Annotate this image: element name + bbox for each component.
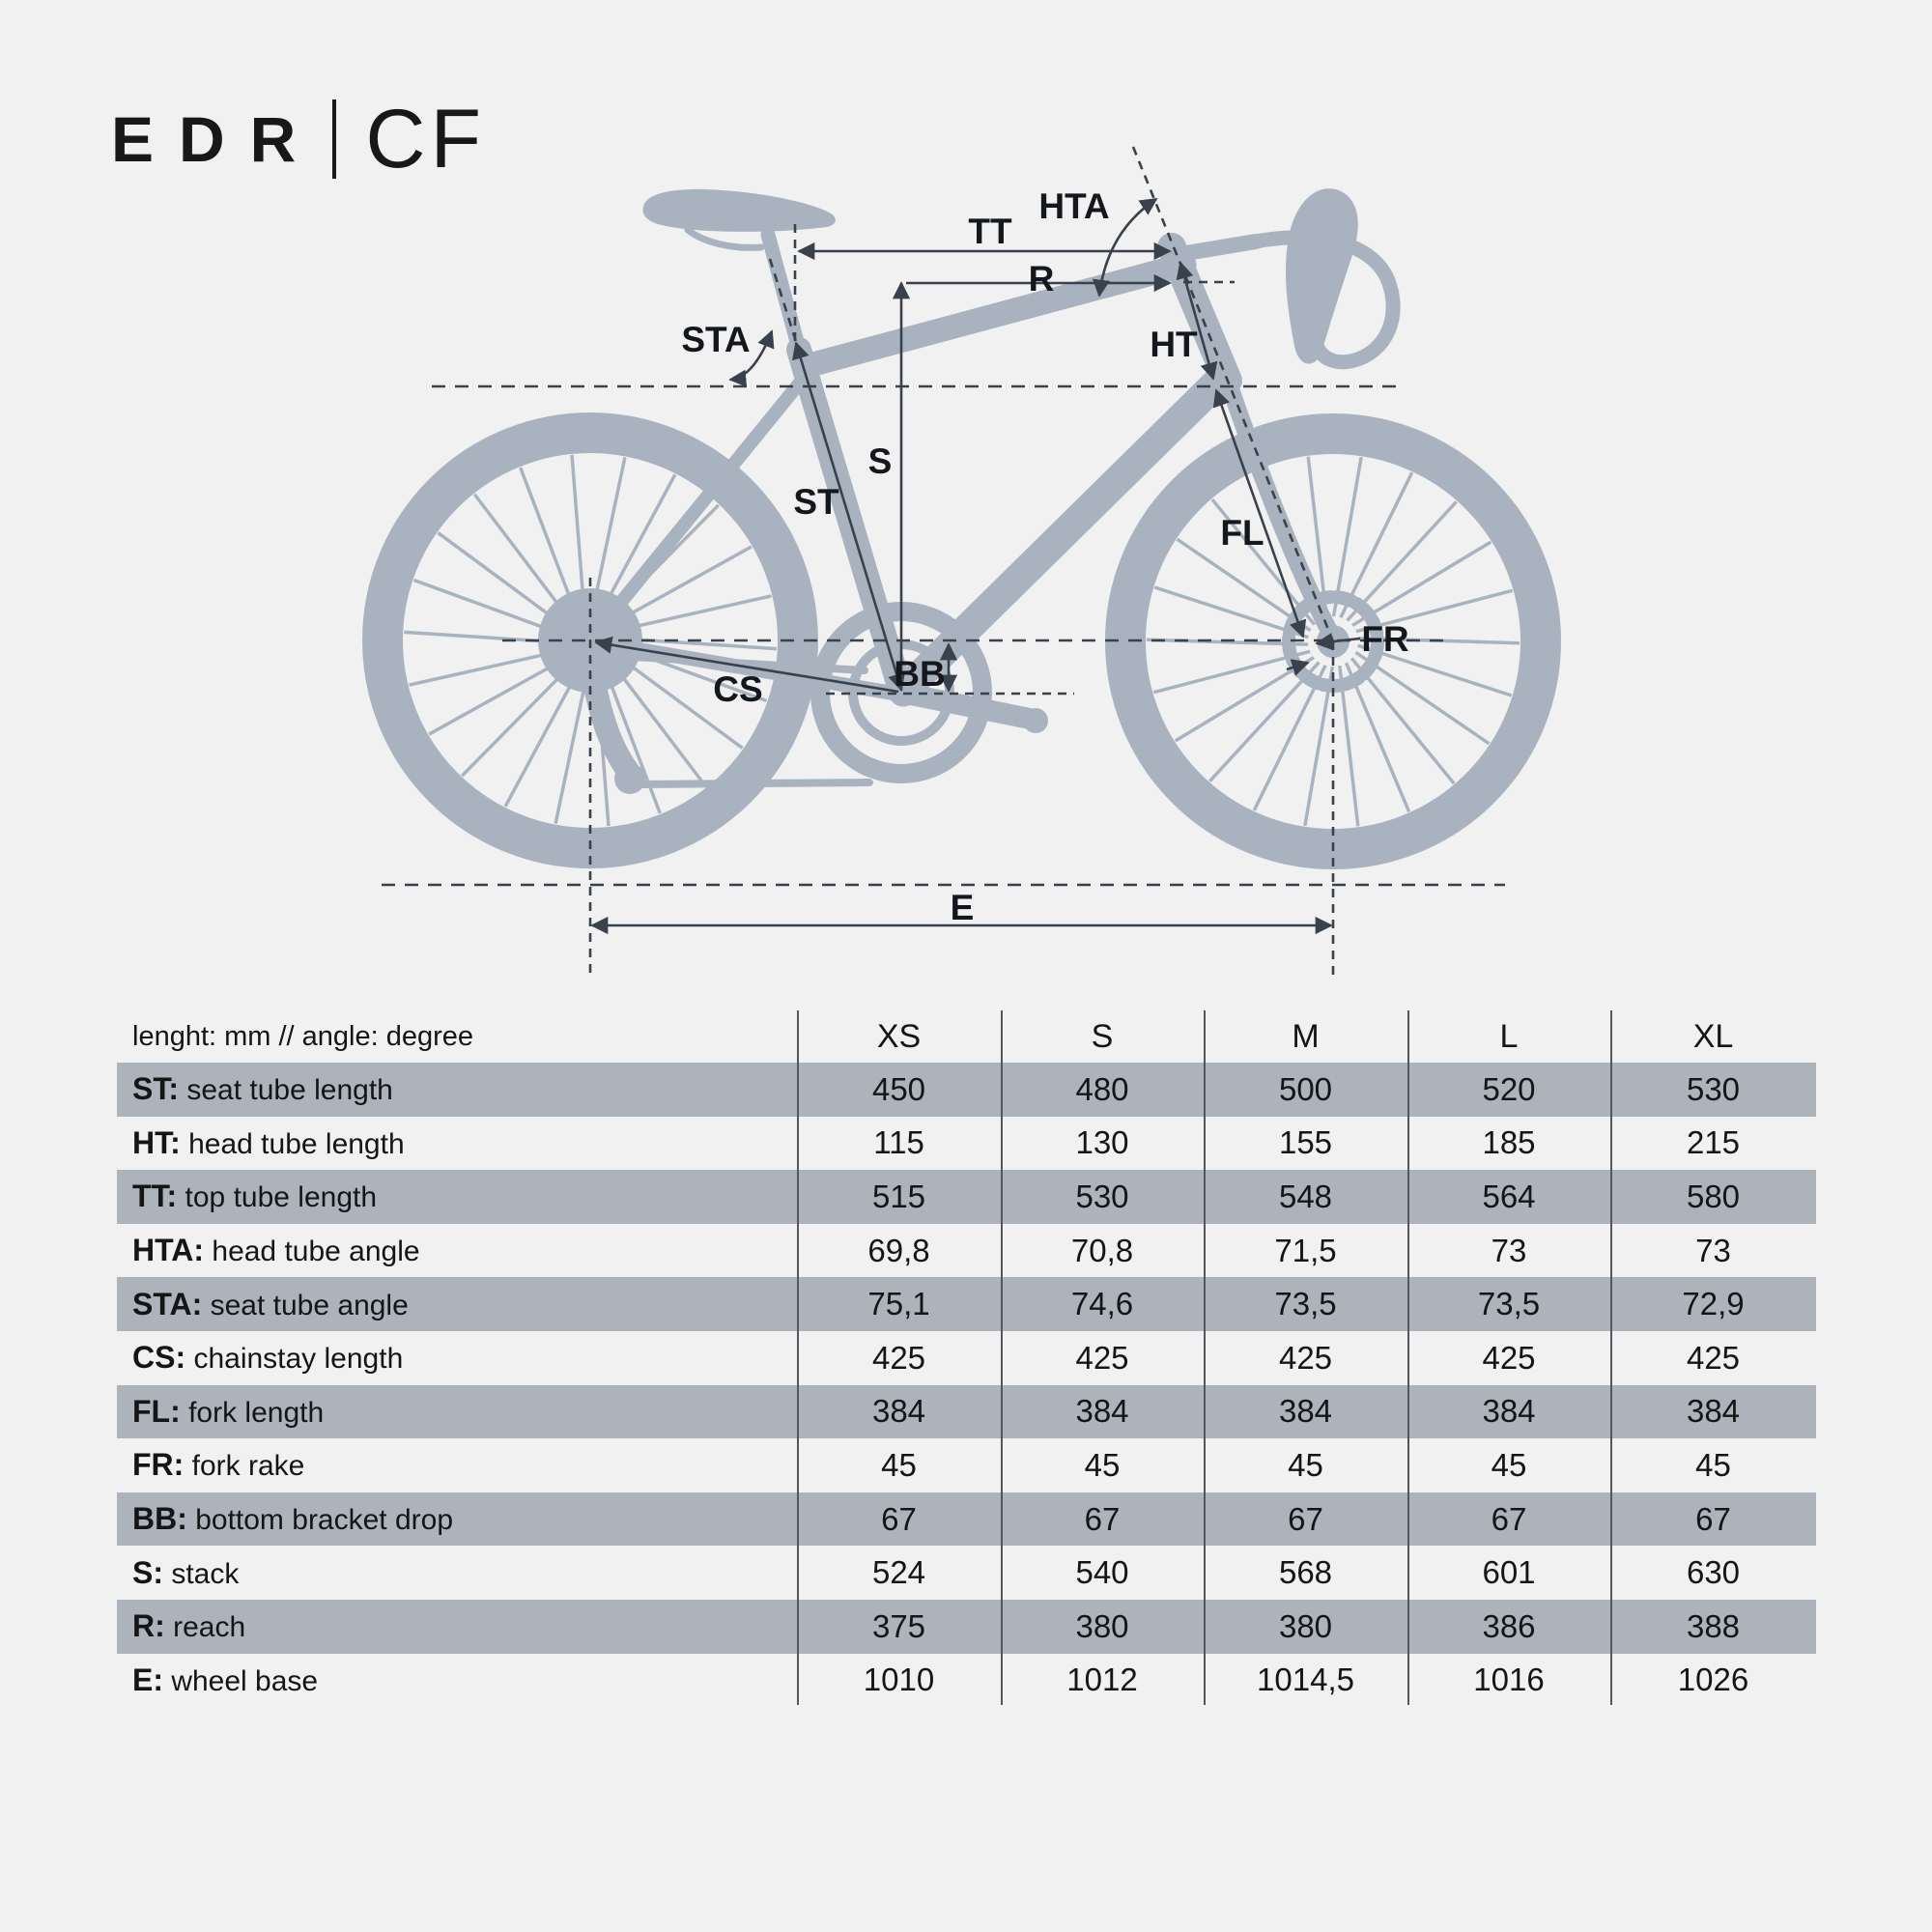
stem [1175, 242, 1256, 255]
cell-value: 520 [1482, 1070, 1536, 1107]
label-hta: HTA [1038, 186, 1110, 226]
row-label: S: stack [132, 1554, 240, 1590]
row-abbr: R: [132, 1608, 165, 1644]
column-divider [1610, 1010, 1612, 1705]
label-fl: FL [1220, 513, 1264, 553]
table-row [117, 1546, 1816, 1600]
table-row [117, 1492, 1816, 1547]
column-divider [1204, 1010, 1206, 1705]
cell-value: 1014,5 [1257, 1662, 1354, 1698]
table-body [117, 1063, 1816, 1707]
cell-value: 384 [1278, 1393, 1333, 1430]
bike-silhouette [383, 188, 1541, 849]
cell-value: 425 [1075, 1339, 1129, 1376]
cell-value: 425 [1686, 1339, 1741, 1376]
row-label: TT: top tube length [132, 1179, 378, 1214]
row-label: FR: fork rake [132, 1447, 305, 1483]
cell-value: 375 [871, 1607, 926, 1644]
label-e: E [950, 888, 975, 927]
seatpost [768, 235, 802, 359]
row-label: BB: bottom bracket drop [132, 1501, 454, 1537]
table-row [117, 1600, 1816, 1654]
cell-value: 530 [1686, 1070, 1741, 1107]
cell-value: 67 [1084, 1500, 1121, 1537]
cell-value: 155 [1278, 1124, 1333, 1161]
cell-value: 450 [871, 1070, 926, 1107]
label-st: ST [793, 482, 839, 522]
cell-value: 530 [1075, 1178, 1129, 1214]
label-s: S [867, 441, 893, 481]
brake-lever [1286, 188, 1358, 364]
cell-value: 70,8 [1070, 1232, 1134, 1268]
cell-value: 384 [1482, 1393, 1536, 1430]
cell-value: 67 [1491, 1500, 1527, 1537]
cell-value: 67 [1288, 1500, 1323, 1537]
cell-value: 73 [1491, 1232, 1527, 1268]
unit-note: lenght: mm // angle: degree [132, 1020, 474, 1052]
derailleur-pulley [614, 763, 645, 794]
size-header-m: M [1292, 1017, 1320, 1055]
cell-value: 480 [1075, 1070, 1129, 1107]
cell-value: 75,1 [867, 1286, 930, 1322]
cell-value: 69,8 [867, 1232, 930, 1268]
table-row [117, 1277, 1816, 1331]
label-fr: FR [1361, 619, 1409, 659]
cell-value: 215 [1686, 1124, 1741, 1161]
cell-value: 45 [1491, 1446, 1527, 1483]
cell-value: 425 [871, 1339, 926, 1376]
cell-value: 1010 [863, 1662, 935, 1698]
label-cs: CS [713, 669, 763, 709]
cell-value: 548 [1278, 1178, 1333, 1214]
cell-value: 564 [1482, 1178, 1536, 1214]
size-header-xs: XS [876, 1017, 922, 1055]
cell-value: 45 [1084, 1446, 1121, 1483]
label-tt: TT [968, 212, 1012, 251]
row-abbr: FL: [132, 1393, 181, 1429]
cell-value: 1012 [1066, 1662, 1138, 1698]
row-label: R: reach [132, 1608, 246, 1644]
table-row [117, 1224, 1816, 1278]
cell-value: 386 [1482, 1607, 1536, 1644]
row-abbr: FR: [132, 1447, 185, 1483]
row-abbr: HTA: [132, 1233, 205, 1268]
cell-value: 384 [871, 1393, 926, 1430]
cell-value: 425 [1278, 1339, 1333, 1376]
cell-value: 384 [1075, 1393, 1129, 1430]
table-row [117, 1170, 1816, 1224]
size-header-s: S [1091, 1017, 1114, 1055]
cell-value: 67 [881, 1500, 917, 1537]
row-abbr: S: [132, 1554, 163, 1590]
row-label: FL: fork length [132, 1393, 325, 1429]
table-row [117, 1331, 1816, 1385]
chain-bottom [639, 782, 869, 784]
label-bb: BB [894, 654, 946, 694]
cell-value: 515 [871, 1178, 926, 1214]
row-abbr: ST: [132, 1071, 179, 1107]
row-label: STA: seat tube angle [132, 1286, 409, 1321]
cell-value: 601 [1482, 1554, 1536, 1591]
cell-value: 73,5 [1274, 1286, 1337, 1322]
cell-value: 1016 [1473, 1662, 1545, 1698]
row-abbr: CS: [132, 1340, 186, 1376]
cell-value: 380 [1075, 1607, 1129, 1644]
table-row [117, 1063, 1816, 1117]
cell-value: 45 [1288, 1446, 1323, 1483]
cell-value: 45 [1695, 1446, 1731, 1483]
pedal [1023, 708, 1048, 733]
row-abbr: E: [132, 1662, 163, 1697]
row-label: CS: chainstay length [132, 1340, 404, 1376]
table-header-row [117, 1010, 1816, 1063]
cell-value: 540 [1075, 1554, 1129, 1591]
cell-value: 568 [1278, 1554, 1333, 1591]
top-tube [813, 265, 1184, 364]
row-label: ST: seat tube length [132, 1071, 393, 1107]
table-row [117, 1654, 1816, 1708]
row-abbr: BB: [132, 1501, 187, 1537]
cell-value: 580 [1686, 1178, 1741, 1214]
cell-value: 630 [1686, 1554, 1741, 1591]
cell-value: 524 [871, 1554, 926, 1591]
cell-value: 384 [1686, 1393, 1741, 1430]
saddle [643, 189, 836, 232]
column-divider [1001, 1010, 1003, 1705]
cell-value: 72,9 [1682, 1286, 1745, 1322]
table-row [117, 1438, 1816, 1492]
cell-value: 185 [1482, 1124, 1536, 1161]
cell-value: 500 [1278, 1070, 1333, 1107]
cell-value: 67 [1695, 1500, 1731, 1537]
cell-value: 74,6 [1070, 1286, 1134, 1322]
model-variant: CF [365, 92, 486, 185]
geometry-table [117, 1010, 1816, 1707]
cell-value: 73,5 [1477, 1286, 1541, 1322]
size-header-l: L [1499, 1017, 1519, 1055]
label-r: R [1028, 259, 1055, 298]
cell-value: 71,5 [1274, 1232, 1337, 1268]
column-divider [797, 1010, 799, 1705]
cell-value: 1026 [1677, 1662, 1749, 1698]
row-abbr: STA: [132, 1286, 203, 1321]
row-label: E: wheel base [132, 1662, 319, 1697]
label-ht: HT [1150, 325, 1198, 364]
column-divider [1407, 1010, 1409, 1705]
cell-value: 130 [1075, 1124, 1129, 1161]
label-sta: STA [681, 320, 751, 359]
cell-value: 115 [873, 1124, 924, 1161]
saddle-rails [688, 230, 761, 247]
crank-arm [901, 693, 1030, 719]
cell-value: 388 [1686, 1607, 1741, 1644]
cell-value: 425 [1482, 1339, 1536, 1376]
size-header-xl: XL [1692, 1017, 1734, 1055]
cell-value: 45 [881, 1446, 917, 1483]
row-label: HT: head tube length [132, 1124, 405, 1160]
row-abbr: HT: [132, 1124, 181, 1160]
table-row [117, 1385, 1816, 1439]
cell-value: 73 [1695, 1232, 1731, 1268]
cell-value: 380 [1278, 1607, 1333, 1644]
table-row [117, 1117, 1816, 1171]
row-label: HTA: head tube angle [132, 1233, 420, 1268]
row-abbr: TT: [132, 1179, 178, 1214]
model-name: EDR [111, 103, 322, 175]
